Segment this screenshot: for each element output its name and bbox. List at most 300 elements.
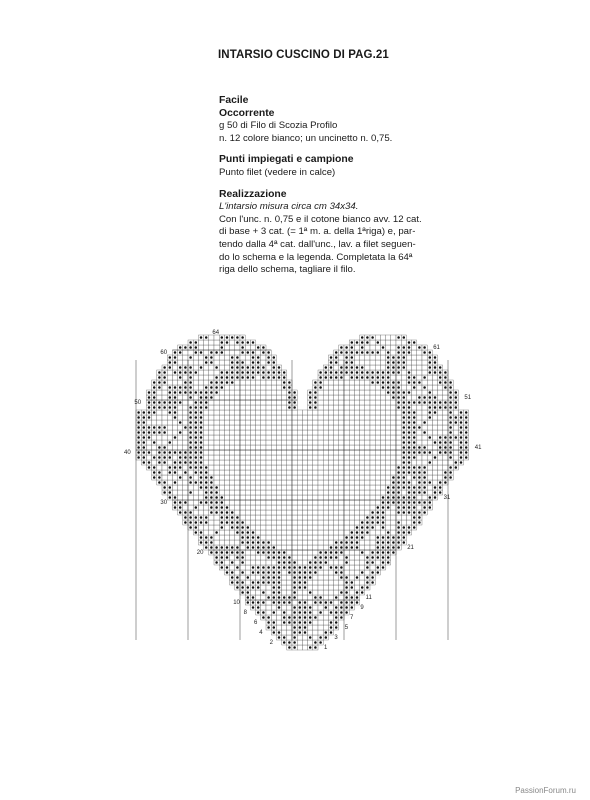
chart-cell: [313, 430, 318, 435]
chart-cell: [219, 475, 224, 480]
chart-cell: [302, 470, 307, 475]
chart-cell: [183, 350, 188, 355]
chart-dot: [189, 441, 192, 444]
chart-dot: [210, 476, 213, 479]
chart-dot: [418, 446, 421, 449]
chart-dot: [148, 431, 151, 434]
chart-dot: [257, 361, 260, 364]
chart-cell: [276, 400, 281, 405]
chart-cell: [240, 425, 245, 430]
chart-dot: [361, 341, 364, 344]
chart-cell: [438, 385, 443, 390]
chart-cell: [282, 545, 287, 550]
chart-dot: [143, 441, 146, 444]
chart-dot: [397, 336, 400, 339]
chart-dot: [236, 356, 239, 359]
chart-dot: [137, 411, 140, 414]
chart-dot: [278, 581, 281, 584]
chart-dot: [257, 536, 260, 539]
chart-cell: [271, 510, 276, 515]
chart-cell: [266, 380, 271, 385]
chart-cell: [282, 540, 287, 545]
chart-cell: [261, 515, 266, 520]
chart-dot: [408, 446, 411, 449]
chart-cell: [323, 465, 328, 470]
chart-cell: [318, 495, 323, 500]
chart-cell: [188, 500, 193, 505]
chart-dot: [455, 406, 458, 409]
chart-dot: [382, 501, 385, 504]
chart-dot: [408, 471, 411, 474]
chart-dot: [205, 356, 208, 359]
chart-dot: [387, 531, 390, 534]
chart-cell: [256, 445, 261, 450]
chart-cell: [349, 495, 354, 500]
chart-dot: [434, 361, 437, 364]
chart-dot: [351, 531, 354, 534]
chart-dot: [257, 581, 260, 584]
chart-dot: [449, 406, 452, 409]
chart-dot: [278, 571, 281, 574]
chart-dot: [429, 451, 432, 454]
chart-dot: [319, 636, 322, 639]
chart-cell: [224, 460, 229, 465]
chart-cell: [344, 480, 349, 485]
chart-cell: [214, 460, 219, 465]
chart-cell: [438, 390, 443, 395]
chart-dot: [340, 566, 343, 569]
chart-cell: [391, 510, 396, 515]
chart-dot: [439, 406, 442, 409]
chart-cell: [438, 460, 443, 465]
chart-cell: [401, 380, 406, 385]
chart-cell: [412, 365, 417, 370]
chart-dot: [434, 491, 437, 494]
chart-dot: [345, 366, 348, 369]
chart-dot: [195, 431, 198, 434]
chart-dot: [288, 561, 291, 564]
chart-dot: [429, 351, 432, 354]
chart-cell: [219, 435, 224, 440]
chart-dot: [241, 551, 244, 554]
chart-dot: [215, 391, 218, 394]
chart-dot: [444, 481, 447, 484]
chart-dot: [163, 366, 166, 369]
chart-dot: [408, 346, 411, 349]
chart-dot: [356, 351, 359, 354]
chart-cell: [224, 455, 229, 460]
chart-cell: [365, 505, 370, 510]
chart-dot: [439, 446, 442, 449]
chart-cell: [230, 535, 235, 540]
chart-dot: [340, 601, 343, 604]
chart-dot: [153, 406, 156, 409]
chart-cell: [375, 470, 380, 475]
chart-cell: [287, 420, 292, 425]
chart-cell: [198, 375, 203, 380]
chart-dot: [340, 351, 343, 354]
chart-cell: [375, 440, 380, 445]
chart-cell: [334, 525, 339, 530]
chart-cell: [240, 445, 245, 450]
chart-cell: [271, 410, 276, 415]
chart-cell: [219, 355, 224, 360]
chart-cell: [235, 510, 240, 515]
chart-cell: [438, 455, 443, 460]
chart-cell: [417, 420, 422, 425]
chart-dot: [163, 446, 166, 449]
chart-cell: [297, 645, 302, 650]
chart-dot: [283, 601, 286, 604]
chart-dot: [200, 516, 203, 519]
chart-dot: [403, 456, 406, 459]
chart-cell: [276, 530, 281, 535]
chart-dot: [423, 501, 426, 504]
chart-cell: [193, 485, 198, 490]
chart-cell: [339, 520, 344, 525]
chart-cell: [167, 425, 172, 430]
chart-cell: [443, 425, 448, 430]
chart-cell: [183, 420, 188, 425]
chart-dot: [241, 521, 244, 524]
chart-dot: [413, 441, 416, 444]
chart-cell: [318, 540, 323, 545]
chart-cell: [172, 490, 177, 495]
chart-dot: [257, 346, 260, 349]
chart-cell: [297, 445, 302, 450]
chart-cell: [240, 500, 245, 505]
chart-cell: [432, 465, 437, 470]
chart-dot: [215, 386, 218, 389]
chart-dot: [143, 411, 146, 414]
chart-cell: [162, 465, 167, 470]
chart-dot: [221, 501, 224, 504]
chart-dot: [231, 511, 234, 514]
chart-cell: [250, 425, 255, 430]
chart-dot: [205, 521, 208, 524]
chart-dot: [179, 461, 182, 464]
chart-dot: [304, 616, 307, 619]
chart-dot: [163, 376, 166, 379]
chart-cell: [323, 580, 328, 585]
chart-cell: [323, 535, 328, 540]
chart-dot: [231, 521, 234, 524]
chart-dot: [366, 341, 369, 344]
chart-dot: [174, 386, 177, 389]
chart-dot: [330, 611, 333, 614]
chart-cell: [360, 360, 365, 365]
chart-dot: [184, 461, 187, 464]
chart-cell: [302, 590, 307, 595]
chart-cell: [313, 535, 318, 540]
chart-dot: [408, 411, 411, 414]
chart-dot: [273, 546, 276, 549]
chart-cell: [219, 470, 224, 475]
chart-cell: [323, 455, 328, 460]
chart-cell: [391, 430, 396, 435]
chart-cell: [178, 380, 183, 385]
chart-dot: [403, 346, 406, 349]
chart-cell: [287, 490, 292, 495]
chart-dot: [143, 456, 146, 459]
chart-cell: [250, 440, 255, 445]
chart-cell: [308, 440, 313, 445]
chart-cell: [230, 460, 235, 465]
chart-cell: [323, 485, 328, 490]
chart-dot: [351, 376, 354, 379]
chart-dot: [148, 416, 151, 419]
chart-cell: [323, 480, 328, 485]
chart-cell: [276, 440, 281, 445]
chart-dot: [189, 371, 192, 374]
chart-dot: [247, 341, 250, 344]
chart-cell: [235, 540, 240, 545]
chart-cell: [349, 385, 354, 390]
chart-dot: [226, 336, 229, 339]
chart-dot: [210, 541, 213, 544]
chart-dot: [340, 546, 343, 549]
chart-cell: [256, 400, 261, 405]
chart-dot: [299, 626, 302, 629]
chart-cell: [276, 525, 281, 530]
chart-dot: [247, 546, 250, 549]
chart-cell: [157, 390, 162, 395]
chart-cell: [386, 480, 391, 485]
chart-cell: [230, 505, 235, 510]
difficulty-label: Facile: [219, 95, 249, 106]
chart-cell: [323, 515, 328, 520]
chart-cell: [230, 495, 235, 500]
chart-dot: [293, 646, 296, 649]
chart-cell: [339, 360, 344, 365]
chart-cell: [323, 530, 328, 535]
chart-cell: [438, 470, 443, 475]
chart-cell: [360, 475, 365, 480]
chart-cell: [318, 510, 323, 515]
chart-dot: [252, 376, 255, 379]
chart-cell: [308, 520, 313, 525]
chart-cell: [360, 385, 365, 390]
chart-cell: [204, 455, 209, 460]
chart-cell: [230, 400, 235, 405]
chart-cell: [240, 390, 245, 395]
chart-dot: [434, 396, 437, 399]
chart-cell: [313, 450, 318, 455]
chart-cell: [302, 450, 307, 455]
chart-dot: [148, 396, 151, 399]
chart-cell: [323, 620, 328, 625]
chart-dot: [267, 621, 270, 624]
chart-dot: [397, 546, 400, 549]
chart-dot: [179, 351, 182, 354]
chart-dot: [252, 541, 255, 544]
chart-cell: [261, 535, 266, 540]
chart-cell: [344, 460, 349, 465]
chart-cell: [224, 450, 229, 455]
chart-dot: [200, 476, 203, 479]
chart-dot: [351, 601, 354, 604]
chart-dot: [184, 471, 187, 474]
chart-dot: [153, 441, 156, 444]
chart-cell: [380, 335, 385, 340]
chart-dot: [382, 556, 385, 559]
chart-cell: [276, 435, 281, 440]
chart-dot: [241, 371, 244, 374]
chart-cell: [380, 485, 385, 490]
chart-dot: [236, 366, 239, 369]
chart-dot: [304, 601, 307, 604]
chart-cell: [344, 455, 349, 460]
chart-cell: [240, 430, 245, 435]
chart-cell: [427, 420, 432, 425]
chart-dot: [215, 546, 218, 549]
chart-cell: [261, 450, 266, 455]
row-label: 3: [334, 635, 338, 641]
chart-dot: [345, 561, 348, 564]
chart-dot: [423, 446, 426, 449]
chart-dot: [460, 421, 463, 424]
chart-cell: [453, 455, 458, 460]
row-label: 40: [124, 450, 131, 456]
chart-cell: [198, 510, 203, 515]
chart-cell: [370, 420, 375, 425]
chart-cell: [157, 465, 162, 470]
chart-dot: [429, 401, 432, 404]
chart-cell: [250, 455, 255, 460]
chart-cell: [302, 525, 307, 530]
chart-cell: [219, 490, 224, 495]
chart-cell: [365, 345, 370, 350]
chart-cell: [365, 365, 370, 370]
chart-dot: [361, 591, 364, 594]
chart-dot: [314, 571, 317, 574]
chart-cell: [323, 520, 328, 525]
chart-dot: [236, 551, 239, 554]
chart-cell: [396, 415, 401, 420]
chart-dot: [179, 431, 182, 434]
chart-cell: [339, 445, 344, 450]
chart-cell: [250, 435, 255, 440]
chart-cell: [339, 400, 344, 405]
chart-cell: [344, 380, 349, 385]
chart-cell: [386, 470, 391, 475]
chart-cell: [391, 415, 396, 420]
chart-dot: [377, 566, 380, 569]
chart-dot: [148, 426, 151, 429]
chart-cell: [292, 435, 297, 440]
chart-cell: [375, 420, 380, 425]
chart-cell: [365, 410, 370, 415]
chart-cell: [162, 440, 167, 445]
chart-dot: [215, 351, 218, 354]
chart-dot: [423, 506, 426, 509]
chart-dot: [351, 536, 354, 539]
chart-dot: [356, 541, 359, 544]
chart-dot: [221, 496, 224, 499]
chart-dot: [418, 521, 421, 524]
chart-dot: [221, 346, 224, 349]
chart-cell: [438, 410, 443, 415]
chart-cell: [339, 500, 344, 505]
chart-cell: [323, 400, 328, 405]
chart-dot: [241, 361, 244, 364]
chart-cell: [370, 365, 375, 370]
chart-cell: [297, 640, 302, 645]
chart-dot: [413, 476, 416, 479]
chart-cell: [183, 400, 188, 405]
chart-cell: [365, 435, 370, 440]
chart-dot: [283, 616, 286, 619]
chart-cell: [339, 415, 344, 420]
chart-dot: [345, 371, 348, 374]
chart-cell: [365, 400, 370, 405]
chart-dot: [335, 556, 338, 559]
chart-dot: [408, 526, 411, 529]
row-label: 21: [407, 545, 414, 551]
chart-cell: [370, 430, 375, 435]
chart-cell: [406, 475, 411, 480]
chart-cell: [235, 560, 240, 565]
chart-cell: [380, 455, 385, 460]
chart-dot: [137, 446, 140, 449]
chart-cell: [302, 410, 307, 415]
chart-cell: [172, 420, 177, 425]
chart-cell: [308, 505, 313, 510]
chart-cell: [354, 505, 359, 510]
chart-dot: [423, 471, 426, 474]
chart-cell: [339, 470, 344, 475]
chart-cell: [391, 445, 396, 450]
chart-dot: [153, 396, 156, 399]
chart-cell: [443, 395, 448, 400]
chart-cell: [261, 425, 266, 430]
chart-dot: [231, 336, 234, 339]
chart-dot: [278, 376, 281, 379]
chart-cell: [422, 365, 427, 370]
chart-cell: [167, 415, 172, 420]
chart-cell: [224, 420, 229, 425]
chart-cell: [308, 595, 313, 600]
chart-dot: [361, 571, 364, 574]
chart-dot: [382, 506, 385, 509]
chart-cell: [406, 395, 411, 400]
chart-cell: [318, 395, 323, 400]
chart-dot: [345, 351, 348, 354]
chart-cell: [240, 515, 245, 520]
chart-dot: [252, 606, 255, 609]
chart-cell: [271, 470, 276, 475]
chart-cell: [287, 460, 292, 465]
chart-cell: [256, 405, 261, 410]
chart-cell: [219, 365, 224, 370]
chart-cell: [432, 475, 437, 480]
chart-cell: [271, 415, 276, 420]
chart-dot: [371, 571, 374, 574]
chart-dot: [241, 541, 244, 544]
chart-cell: [282, 525, 287, 530]
chart-cell: [339, 390, 344, 395]
chart-cell: [308, 585, 313, 590]
chart-dot: [262, 346, 265, 349]
chart-cell: [256, 525, 261, 530]
chart-dot: [403, 451, 406, 454]
chart-dot: [200, 441, 203, 444]
chart-dot: [377, 521, 380, 524]
chart-cell: [276, 540, 281, 545]
chart-dot: [408, 441, 411, 444]
chart-cell: [417, 460, 422, 465]
row-label: 9: [360, 605, 364, 611]
